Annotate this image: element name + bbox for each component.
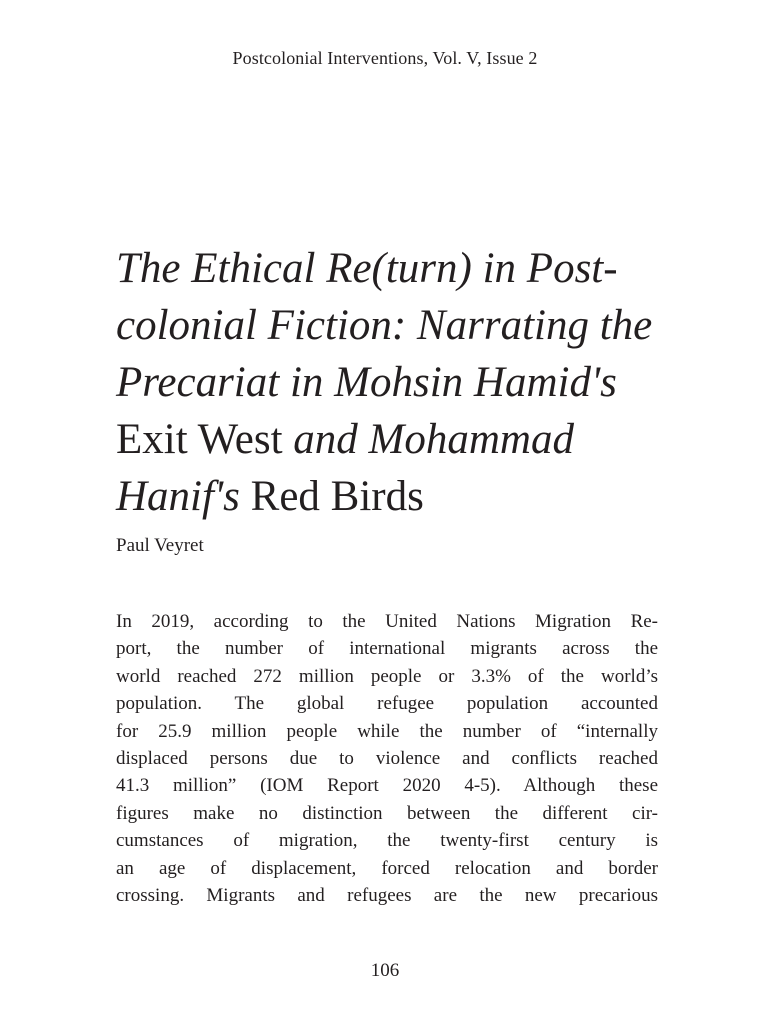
body-line: figures make no distinction between the different cir- bbox=[116, 802, 658, 824]
body-line: cumstances of migration, the twenty-first century is bbox=[116, 830, 658, 852]
title-line-4 bbox=[116, 411, 676, 468]
running-header: Postcolonial Interventions, Vol. V, Issue 2 bbox=[232, 48, 538, 68]
page-number: 106 bbox=[370, 960, 400, 981]
body-line: for 25.9 million people while the number of “internally bbox=[116, 720, 658, 742]
title-book-red-birds: Red Birds bbox=[239, 473, 424, 520]
author-name: Paul Veyret bbox=[116, 535, 204, 556]
title-book-exit-west: Exit West bbox=[116, 416, 283, 463]
title-line-4-rest: and Mohammad bbox=[282, 416, 574, 463]
title-line-2: colonial Fiction: Narrating the bbox=[116, 302, 653, 349]
title-line-3: Precariat in Mohsin Hamid's bbox=[116, 359, 617, 406]
body-line: port, the number of international migrants across the bbox=[116, 638, 658, 660]
body-line: population. The global refugee population accounted bbox=[116, 693, 658, 715]
body-paragraph bbox=[116, 608, 658, 909]
title-line-1: The Ethical Re(turn) in Post- bbox=[116, 245, 618, 292]
article-title bbox=[116, 240, 676, 525]
body-line: crossing. Migrants and refugees are the new precarious bbox=[116, 885, 658, 907]
body-line: an age of displacement, forced relocation and border bbox=[116, 857, 658, 879]
body-line: displaced persons due to violence and conflicts reached bbox=[116, 748, 658, 770]
body-line: world reached 272 million people or 3.3% of the world’s bbox=[116, 665, 658, 687]
body-line: In 2019, according to the United Nations Migration Re- bbox=[116, 611, 658, 632]
body-line: 41.3 million” (IOM Report 2020 4-5). Although these bbox=[116, 775, 658, 797]
title-line-5 bbox=[116, 468, 676, 525]
title-author-hanif: Hanif's bbox=[116, 473, 240, 520]
